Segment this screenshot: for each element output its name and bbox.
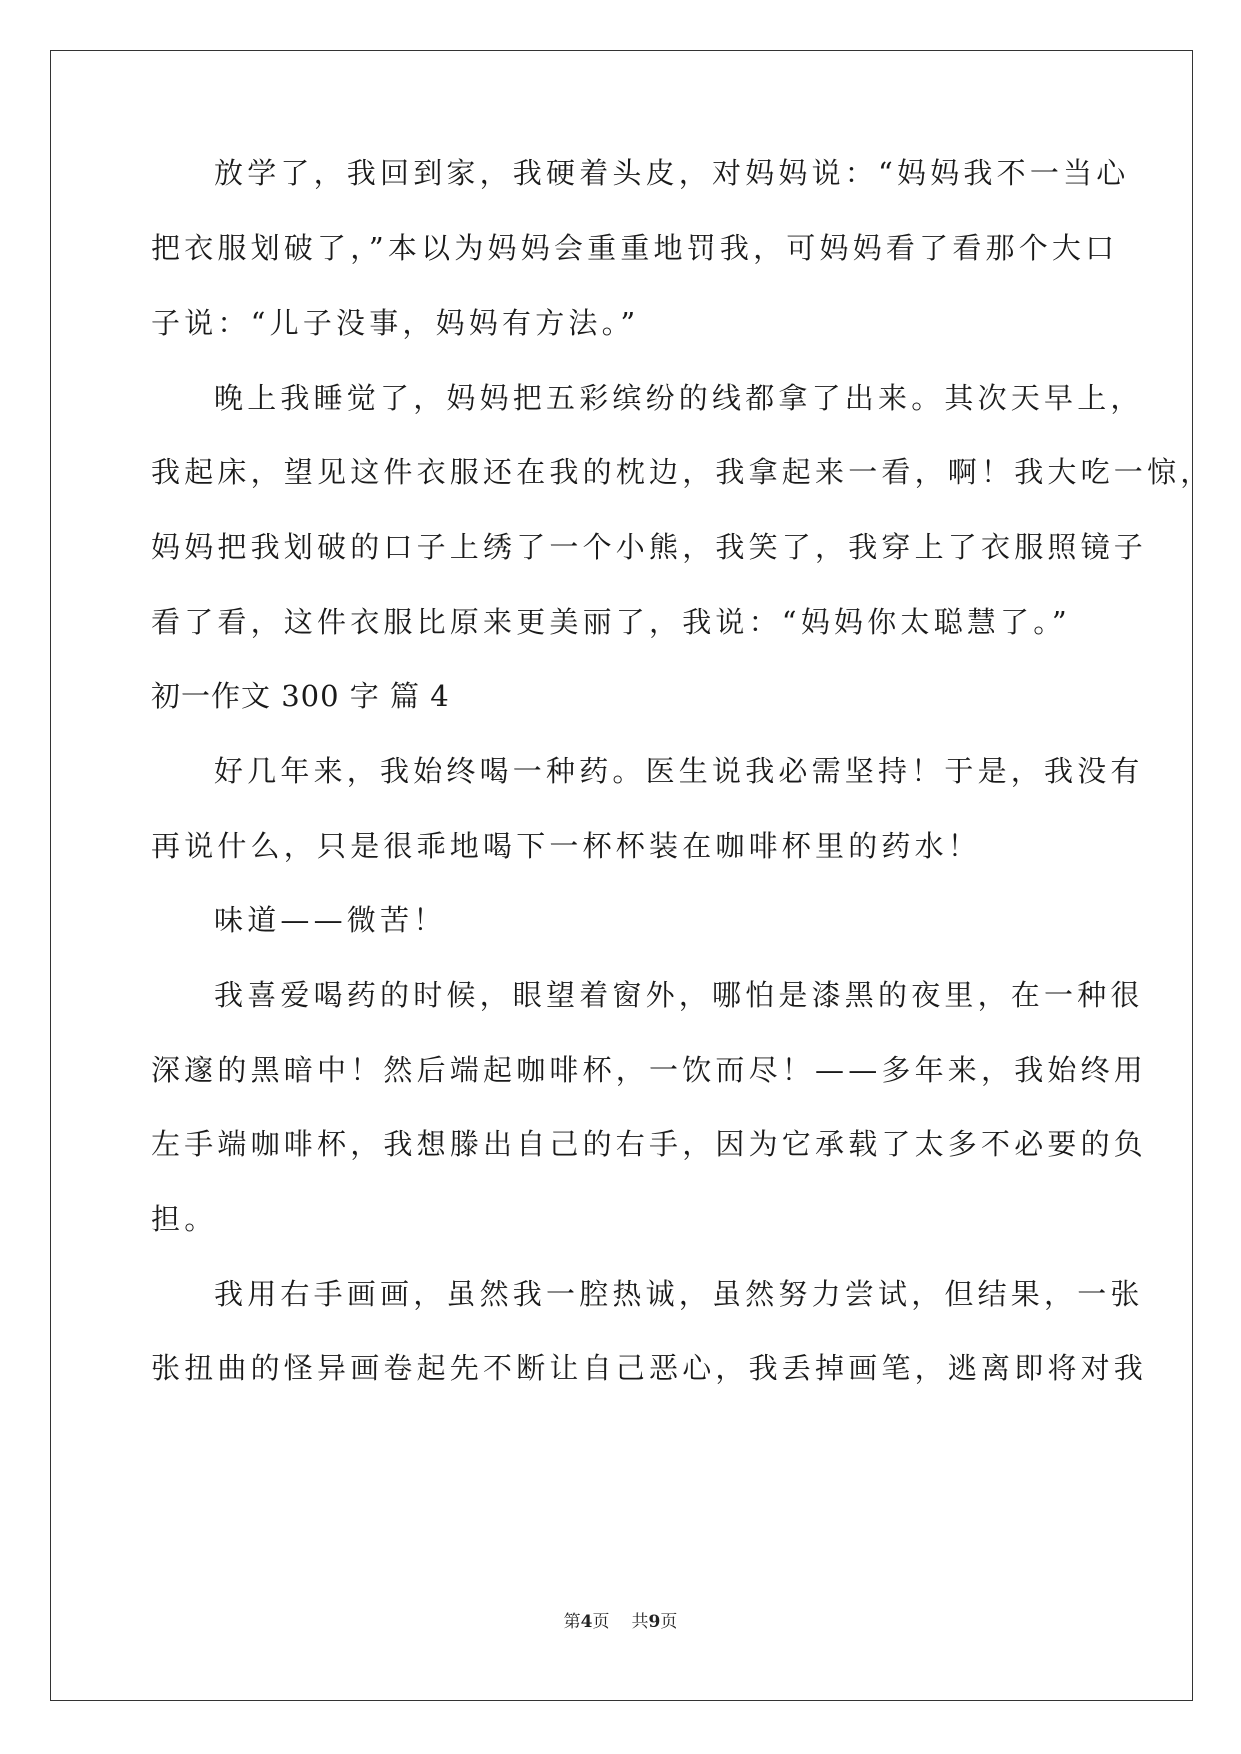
- total-suffix: 页: [660, 1612, 678, 1632]
- text-line: 放学了，我回到家，我硬着头皮，对妈妈说：“妈妈我不一当心: [214, 156, 1130, 190]
- page-suffix: 页: [592, 1612, 610, 1632]
- page-footer: [0, 1610, 1241, 1634]
- text-line: 我用右手画画，虽然我一腔热诚，虽然努力尝试，但结果，一张: [214, 1277, 1144, 1311]
- page-border: [50, 50, 1193, 1701]
- text-line: 好几年来，我始终喝一种药。医生说我必需坚持！于是，我没有: [214, 754, 1144, 788]
- text-line: 子说：“儿子没事，妈妈有方法。”: [151, 306, 640, 340]
- text-line: 左手端咖啡杯，我想滕出自己的右手，因为它承载了太多不必要的负: [151, 1127, 1148, 1161]
- text-line: 我起床，望见这件衣服还在我的枕边，我拿起来一看，啊！我大吃一惊，: [151, 455, 1214, 489]
- text-line: 张扭曲的怪异画卷起先不断让自己恶心，我丢掉画笔，逃离即将对我: [151, 1351, 1148, 1385]
- section-heading: 初一作文 300 字 篇 4: [151, 679, 450, 713]
- text-line: 看了看，这件衣服比原来更美丽了，我说：“妈妈你太聪慧了。”: [151, 605, 1071, 639]
- page-prefix: 第: [563, 1612, 581, 1632]
- total-pages: 9: [648, 1612, 661, 1632]
- text-line: 我喜爱喝药的时候，眼望着窗外，哪怕是漆黑的夜里，在一种很: [214, 978, 1144, 1012]
- total-prefix: 共: [631, 1612, 649, 1632]
- text-line: 再说什么，只是很乖地喝下一杯杯装在咖啡杯里的药水！: [151, 829, 982, 863]
- page-number: 4: [580, 1612, 593, 1632]
- text-line: 味道——微苦！: [214, 903, 447, 937]
- text-line: 妈妈把我划破的口子上绣了一个小熊，我笑了，我穿上了衣服照镜子: [151, 530, 1148, 564]
- text-line: 晚上我睡觉了，妈妈把五彩缤纷的线都拿了出来。其次天早上，: [214, 381, 1144, 415]
- text-line: 担。: [151, 1202, 218, 1236]
- text-line: 深邃的黑暗中！然后端起咖啡杯，一饮而尽！——多年来，我始终用: [151, 1053, 1148, 1087]
- text-line: 把衣服划破了，”本以为妈妈会重重地罚我，可妈妈看了看那个大口: [151, 231, 1119, 265]
